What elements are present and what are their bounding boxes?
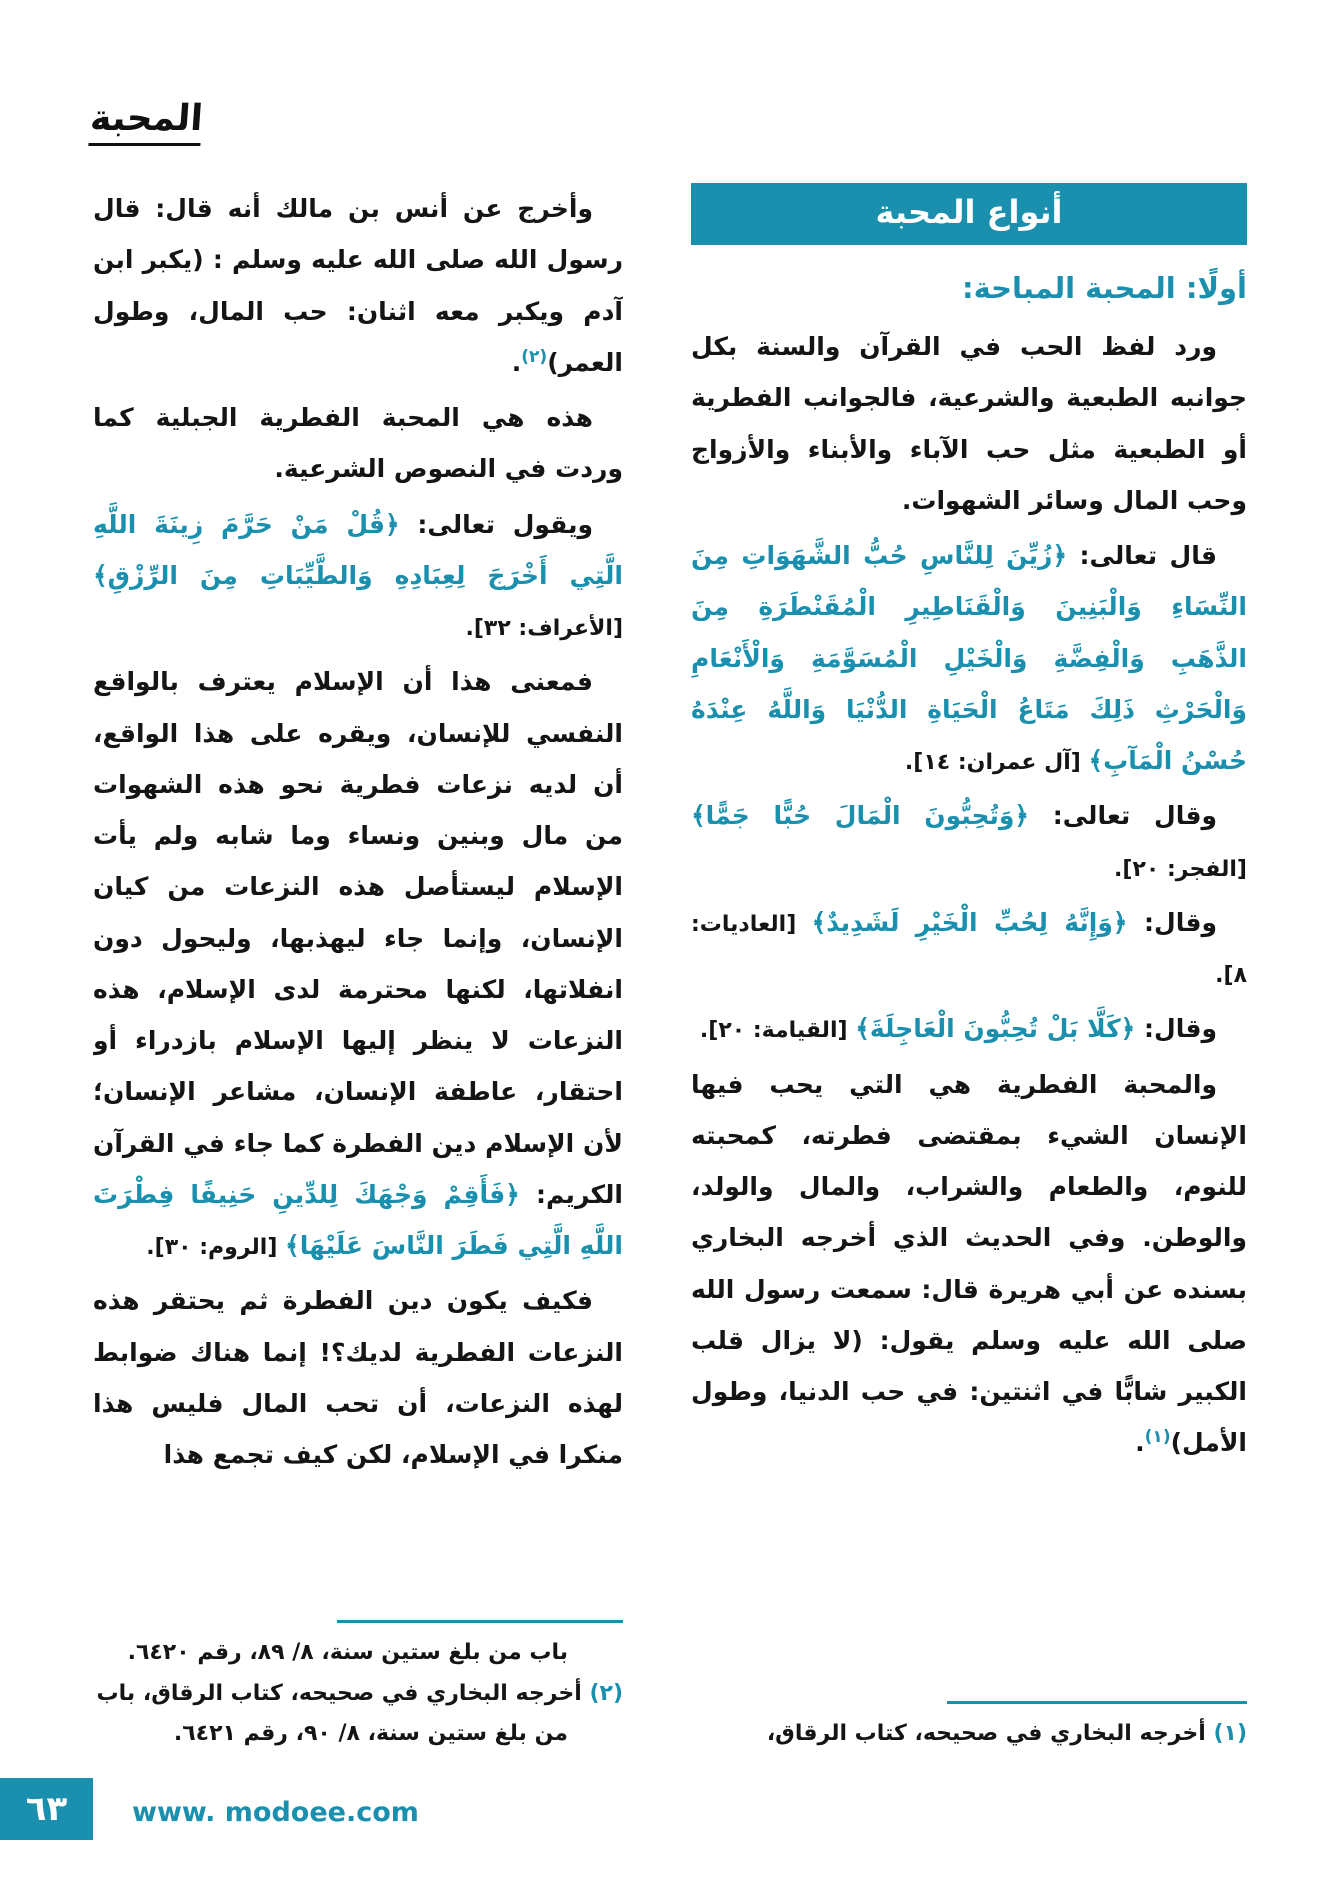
section-heading: أنواع المحبة [875, 193, 1063, 231]
quote-paragraph [93, 499, 623, 653]
paragraph [93, 1275, 623, 1480]
quran-verse: ﴿فَأَقِمْ وَجْهَكَ لِلدِّينِ حَنِيفًا فِطْرَتَ اللَّهِ الَّتِي فَطَرَ النَّاسَ عَلَيْهَا﴾ [93, 1179, 623, 1260]
footnote-text: أخرجه البخاري في صحيحه، كتاب الرقاق، باب من بلغ ستين سنة، ٨/ ٩٠، رقم ٦٤٢١. [96, 1680, 590, 1747]
footnotes-left [93, 1612, 623, 1755]
footnote-divider [337, 1620, 623, 1623]
quran-verse: ﴿وَإِنَّهُ لِحُبِّ الْخَيْرِ لَشَدِيدٌ﴾ [811, 907, 1128, 937]
paragraph [691, 1059, 1247, 1469]
chapter-title: المحبة [88, 98, 205, 139]
quran-verse: ﴿وَتُحِبُّونَ الْمَالَ حُبًّا جَمًّا﴾ [691, 801, 1030, 831]
paragraph [93, 392, 623, 495]
quote-intro: وقال: [1127, 907, 1217, 937]
footnotes-right [691, 1693, 1247, 1755]
footnote-text: أخرجه البخاري في صحيحه، كتاب الرقاق، [766, 1721, 1214, 1747]
footnote-divider [947, 1701, 1247, 1704]
verse-reference: [القيامة: ٢٠]. [699, 1018, 856, 1044]
quote-intro: ويقول تعالى: [399, 509, 593, 539]
paragraph [691, 321, 1247, 526]
verse-reference: [العاديات: ٨]. [691, 911, 1247, 988]
footnote-text: باب من بلغ ستين سنة، ٨/ ٨٩، رقم ٦٤٢٠. [127, 1639, 568, 1665]
verse-reference: [آل عمران: ١٤]. [904, 750, 1089, 775]
section-heading-box [691, 183, 1247, 245]
verse-reference: [الأعراف: ٣٢]. [465, 616, 623, 641]
footnote-marker: (٢) [521, 346, 548, 367]
paragraph [93, 656, 623, 1271]
footnote-marker: (١) [1144, 1427, 1171, 1448]
paragraph-text: . [1135, 1428, 1145, 1458]
quran-verse: ﴿زُيِّنَ لِلنَّاسِ حُبُّ الشَّهَوَاتِ مِنَ النِّسَاءِ وَالْبَنِينَ وَالْقَنَاطِيرِ الْمُقَنْطَرَةِ مِنَ الذَّهَبِ وَالْفِضَّةِ وَالْخَيْلِ الْمُسَوَّمَةِ وَالْأَنْعَامِ وَالْحَرْثِ ذَلِكَ مَتَاعُ الْحَيَاةِ الدُّنْيَا وَاللَّهُ عِنْدَهُ حُسْنُ الْمَآبِ﴾ [691, 541, 1247, 775]
quote-paragraph [691, 897, 1247, 1000]
verse-reference: [الروم: ٣٠]. [146, 1235, 286, 1260]
paragraph-text: . [511, 347, 522, 377]
quote-intro: قال تعالى: [1067, 541, 1217, 570]
footnote-continuation [93, 1633, 623, 1674]
quran-verse: ﴿كَلَّا بَلْ تُحِبُّونَ الْعَاجِلَةَ﴾ [855, 1014, 1136, 1044]
quote-paragraph [691, 790, 1247, 893]
page-number-box [0, 1778, 93, 1840]
quote-paragraph [691, 530, 1247, 786]
paragraph-text: فكيف يكون دين الفطرة ثم يحتقر هذه النزعات الفطرية لديك؟! إنما هناك ضوابط لهذه النزعات، أن تحب المال فليس هذا منكرا في الإسلام، لكن كيف تجمع هذا [93, 1286, 623, 1469]
paragraph [93, 183, 623, 388]
column-left [93, 183, 623, 1755]
footnote [93, 1674, 623, 1755]
footnote-number: (١) [1213, 1721, 1247, 1747]
website-url: www. modoee.com [132, 1797, 419, 1828]
chapter-title-logo [88, 98, 204, 146]
footnote-number: (٢) [589, 1680, 623, 1706]
quote-intro: وقال تعالى: [1029, 801, 1217, 831]
quote-intro: وقال: [1135, 1014, 1217, 1044]
page-number: ٦٣ [25, 1789, 68, 1829]
subsection-heading: أولًا: المحبة المباحة: [961, 271, 1247, 305]
paragraph-text: وأخرج عن أنس بن مالك أنه قال: قال رسول الله صلى الله عليه وسلم : (يكبر ابن آدم ويكبر معه اثنان: حب المال، وطول العمر) [93, 194, 623, 377]
paragraph-text: ورد لفظ الحب في القرآن والسنة بكل جوانبه الطبعية والشرعية، فالجوانب الفطرية أو الطبعية مثل حب الآباء والأبناء والأزواج وحب المال وسائر الشهوات. [691, 332, 1247, 515]
paragraph-text: هذه هي المحبة الفطرية الجبلية كما وردت في النصوص الشرعية. [93, 403, 623, 484]
verse-reference: [الفجر: ٢٠]. [1114, 856, 1247, 882]
paragraph-text: والمحبة الفطرية هي التي يحب فيها الإنسان الشيء بمقتضى فطرته، كمحبته للنوم، والطعام والشراب، والمال والولد، والوطن. وفي الحديث الذي أخرجه البخاري بسنده عن أبي هريرة قال: سمعت رسول الله صلى الله عليه وسلم يقول: (لا يزال قلب الكبير شابًّا في اثنتين: في حب الدنيا، وطول الأمل) [691, 1069, 1247, 1458]
column-right [691, 183, 1247, 1755]
quote-paragraph [691, 1003, 1247, 1054]
quran-verse: ﴿قُلْ مَنْ حَرَّمَ زِينَةَ اللَّهِ الَّتِي أَخْرَجَ لِعِبَادِهِ وَالطَّيِّبَاتِ مِنَ الرِّزْقِ﴾ [93, 509, 623, 590]
paragraph-text: فمعنى هذا أن الإسلام يعترف بالواقع النفسي للإنسان، ويقره على هذا الواقع، أن لديه نزعات فطرية نحو هذه الشهوات من مال وبنين ونساء وما شابه ولم يأت الإسلام ليستأصل هذه النزعات من كيان الإنسان، وإنما جاء ليهذبها، وليحول دون انفلاتها، لكنها محترمة لدى الإسلام، هذه النزعات لا ينظر إليها الإسلام بازدراء أو احتقار، عاطفة الإنسان، مشاعر الإنسان؛ لأن الإسلام دين الفطرة كما جاء في القرآن الكريم: [93, 667, 623, 1209]
footnote [691, 1714, 1247, 1755]
